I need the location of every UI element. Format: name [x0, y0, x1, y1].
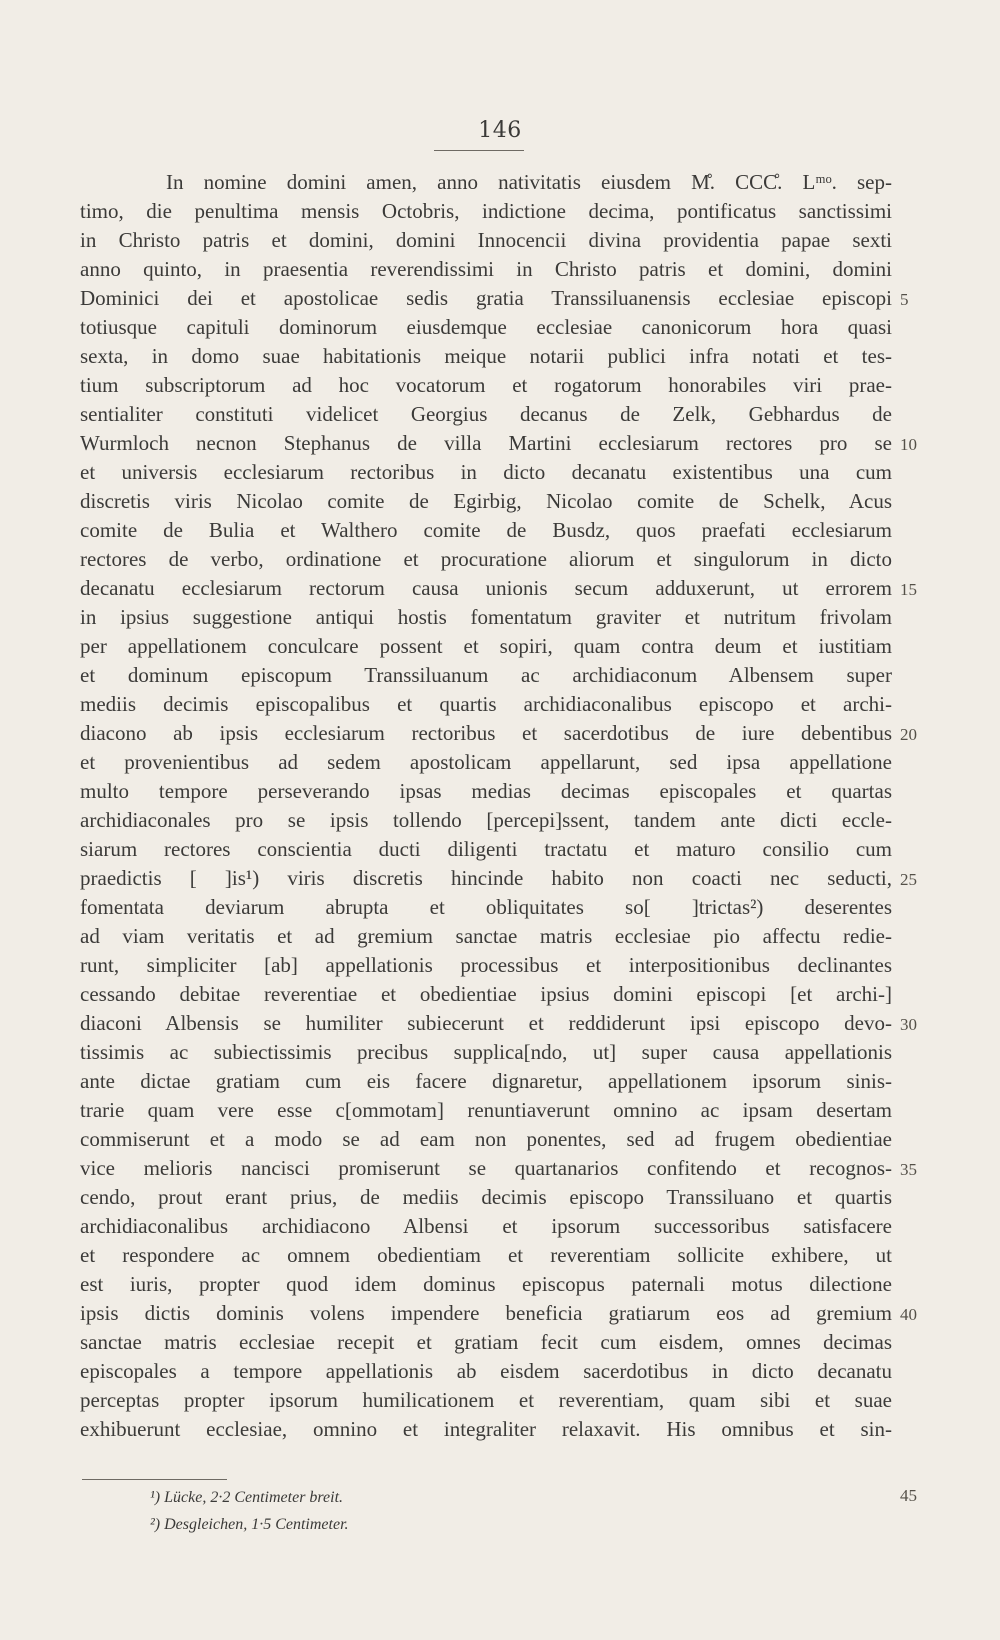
footnote: ¹) Lücke, 2·2 Centimeter breit. [150, 1489, 344, 1506]
text-line: mediis decimis episcopalibus et quartis archidiaconalibus episcopo et archi- [80, 692, 892, 716]
line-number: 25 [900, 870, 917, 889]
text-line: ipsis dictis dominis volens impendere beneficia gratiarum eos ad gremium [80, 1301, 892, 1325]
text-line: est iuris, propter quod idem dominus episcopus paternali motus dilectione [80, 1272, 892, 1296]
text-line: et provenientibus ad sedem apostolicam appellarunt, sed ipsa appellatione [80, 750, 892, 774]
text-line: sentialiter constituti videlicet Georgius decanus de Zelk, Gebhardus de [80, 402, 892, 426]
text-line: discretis viris Nicolao comite de Egirbig, Nicolao comite de Schelk, Acus [80, 489, 892, 513]
text-line: cendo, prout erant prius, de mediis decimis episcopo Transsiluano et quartis [80, 1185, 892, 1209]
text-line: praedictis [ ]is¹) viris discretis hincinde habito non coacti nec seducti, [80, 866, 892, 890]
text-line: ad viam veritatis et ad gremium sanctae matris ecclesiae pio affectu redie- [80, 924, 892, 948]
page-number: 146 [478, 118, 522, 143]
text-line: In nomine domini amen, anno nativitatis eiusdem M̊. CCC̊. Lᵐᵒ. sep- [166, 170, 892, 194]
text-line: Dominici dei et apostolicae sedis gratia Transsiluanensis ecclesiae episcopi [80, 286, 892, 310]
text-line: tissimis ac subiectissimis precibus supplica[ndo, ut] super causa appellationis [80, 1040, 892, 1064]
line-number: 45 [900, 1486, 917, 1505]
text-line: per appellationem conculcare possent et sopiri, quam contra deum et iustitiam [80, 634, 892, 658]
text-line: rectores de verbo, ordinatione et procuratione aliorum et singulorum in dicto [80, 547, 892, 571]
page-number-rule [434, 150, 524, 151]
footnote: ²) Desgleichen, 1·5 Centimeter. [150, 1516, 349, 1533]
body-text [80, 168, 892, 1444]
text-line: totiusque capituli dominorum eiusdemque ecclesiae canonicorum hora quasi [80, 315, 892, 339]
text-line: archidiaconalibus archidiacono Albensi et ipsorum successoribus satisfacere [80, 1214, 892, 1238]
text-line: episcopales a tempore appellationis ab eisdem sacerdotibus in dicto decanatu [80, 1359, 892, 1383]
text-line: comite de Bulia et Walthero comite de Busdz, quos praefati ecclesiarum [80, 518, 892, 542]
line-number: 5 [900, 290, 909, 309]
text-line: anno quinto, in praesentia reverendissimi in Christo patris et domini, domini [80, 257, 892, 281]
text-line: trarie quam vere esse c[ommotam] renuntiaverunt omnino ac ipsam desertam [80, 1098, 892, 1122]
text-line: ante dictae gratiam cum eis facere dignaretur, appellationem ipsorum sinis- [80, 1069, 892, 1093]
text-line: et dominum episcopum Transsiluanum ac archidiaconum Albensem super [80, 663, 892, 687]
text-line: et universis ecclesiarum rectoribus in dicto decanatu existentibus una cum [80, 460, 892, 484]
text-line: Wurmloch necnon Stephanus de villa Martini ecclesiarum rectores pro se [80, 431, 892, 455]
text-line: archidiaconales pro se ipsis tollendo [percepi]ssent, tandem ante dicti eccle- [80, 808, 892, 832]
text-line: tium subscriptorum ad hoc vocatorum et rogatorum honorabiles viri prae- [80, 373, 892, 397]
text-line: et respondere ac omnem obedientiam et reverentiam sollicite exhibere, ut [80, 1243, 892, 1267]
text-line: timo, die penultima mensis Octobris, indictione decima, pontificatus sanctissimi [80, 199, 892, 223]
line-number: 10 [900, 435, 917, 454]
text-line: vice melioris nancisci promiserunt se quartanarios confitendo et recognos- [80, 1156, 892, 1180]
text-line: multo tempore perseverando ipsas medias decimas episcopales et quartas [80, 779, 892, 803]
line-number: 35 [900, 1160, 917, 1179]
line-number: 15 [900, 580, 917, 599]
text-line: fomentata deviarum abrupta et obliquitates so[ ]trictas²) deserentes [80, 895, 892, 919]
text-line: diacono ab ipsis ecclesiarum rectoribus et sacerdotibus de iure debentibus [80, 721, 892, 745]
text-line: sanctae matris ecclesiae recepit et gratiam fecit cum eisdem, omnes decimas [80, 1330, 892, 1354]
text-line: perceptas propter ipsorum humilicationem et reverentiam, quam sibi et suae [80, 1388, 892, 1412]
line-number: 20 [900, 725, 917, 744]
text-line: decanatu ecclesiarum rectorum causa unionis secum adduxerunt, ut errorem [80, 576, 892, 600]
footnote-rule [82, 1479, 227, 1480]
line-number: 30 [900, 1015, 917, 1034]
text-line: runt, simpliciter [ab] appellationis processibus et interpositionibus declinantes [80, 953, 892, 977]
text-line: cessando debitae reverentiae et obedientiae ipsius domini episcopi [et archi-] [80, 982, 892, 1006]
text-line: exhibuerunt ecclesiae, omnino et integraliter relaxavit. His omnibus et sin- [80, 1417, 892, 1441]
text-line: sexta, in domo suae habitationis meique notarii publici infra notati et tes- [80, 344, 892, 368]
text-line: commiserunt et a modo se ad eam non ponentes, sed ad frugem obedientiae [80, 1127, 892, 1151]
text-line: siarum rectores conscientia ducti diligenti tractatu et maturo consilio cum [80, 837, 892, 861]
footnotes [150, 1484, 349, 1538]
text-line: diaconi Albensis se humiliter subiecerunt et reddiderunt ipsi episcopo devo- [80, 1011, 892, 1035]
text-line: in ipsius suggestione antiqui hostis fomentatum graviter et nutritum frivolam [80, 605, 892, 629]
line-number: 40 [900, 1305, 917, 1324]
text-line: in Christo patris et domini, domini Innocencii divina providentia papae sexti [80, 228, 892, 252]
